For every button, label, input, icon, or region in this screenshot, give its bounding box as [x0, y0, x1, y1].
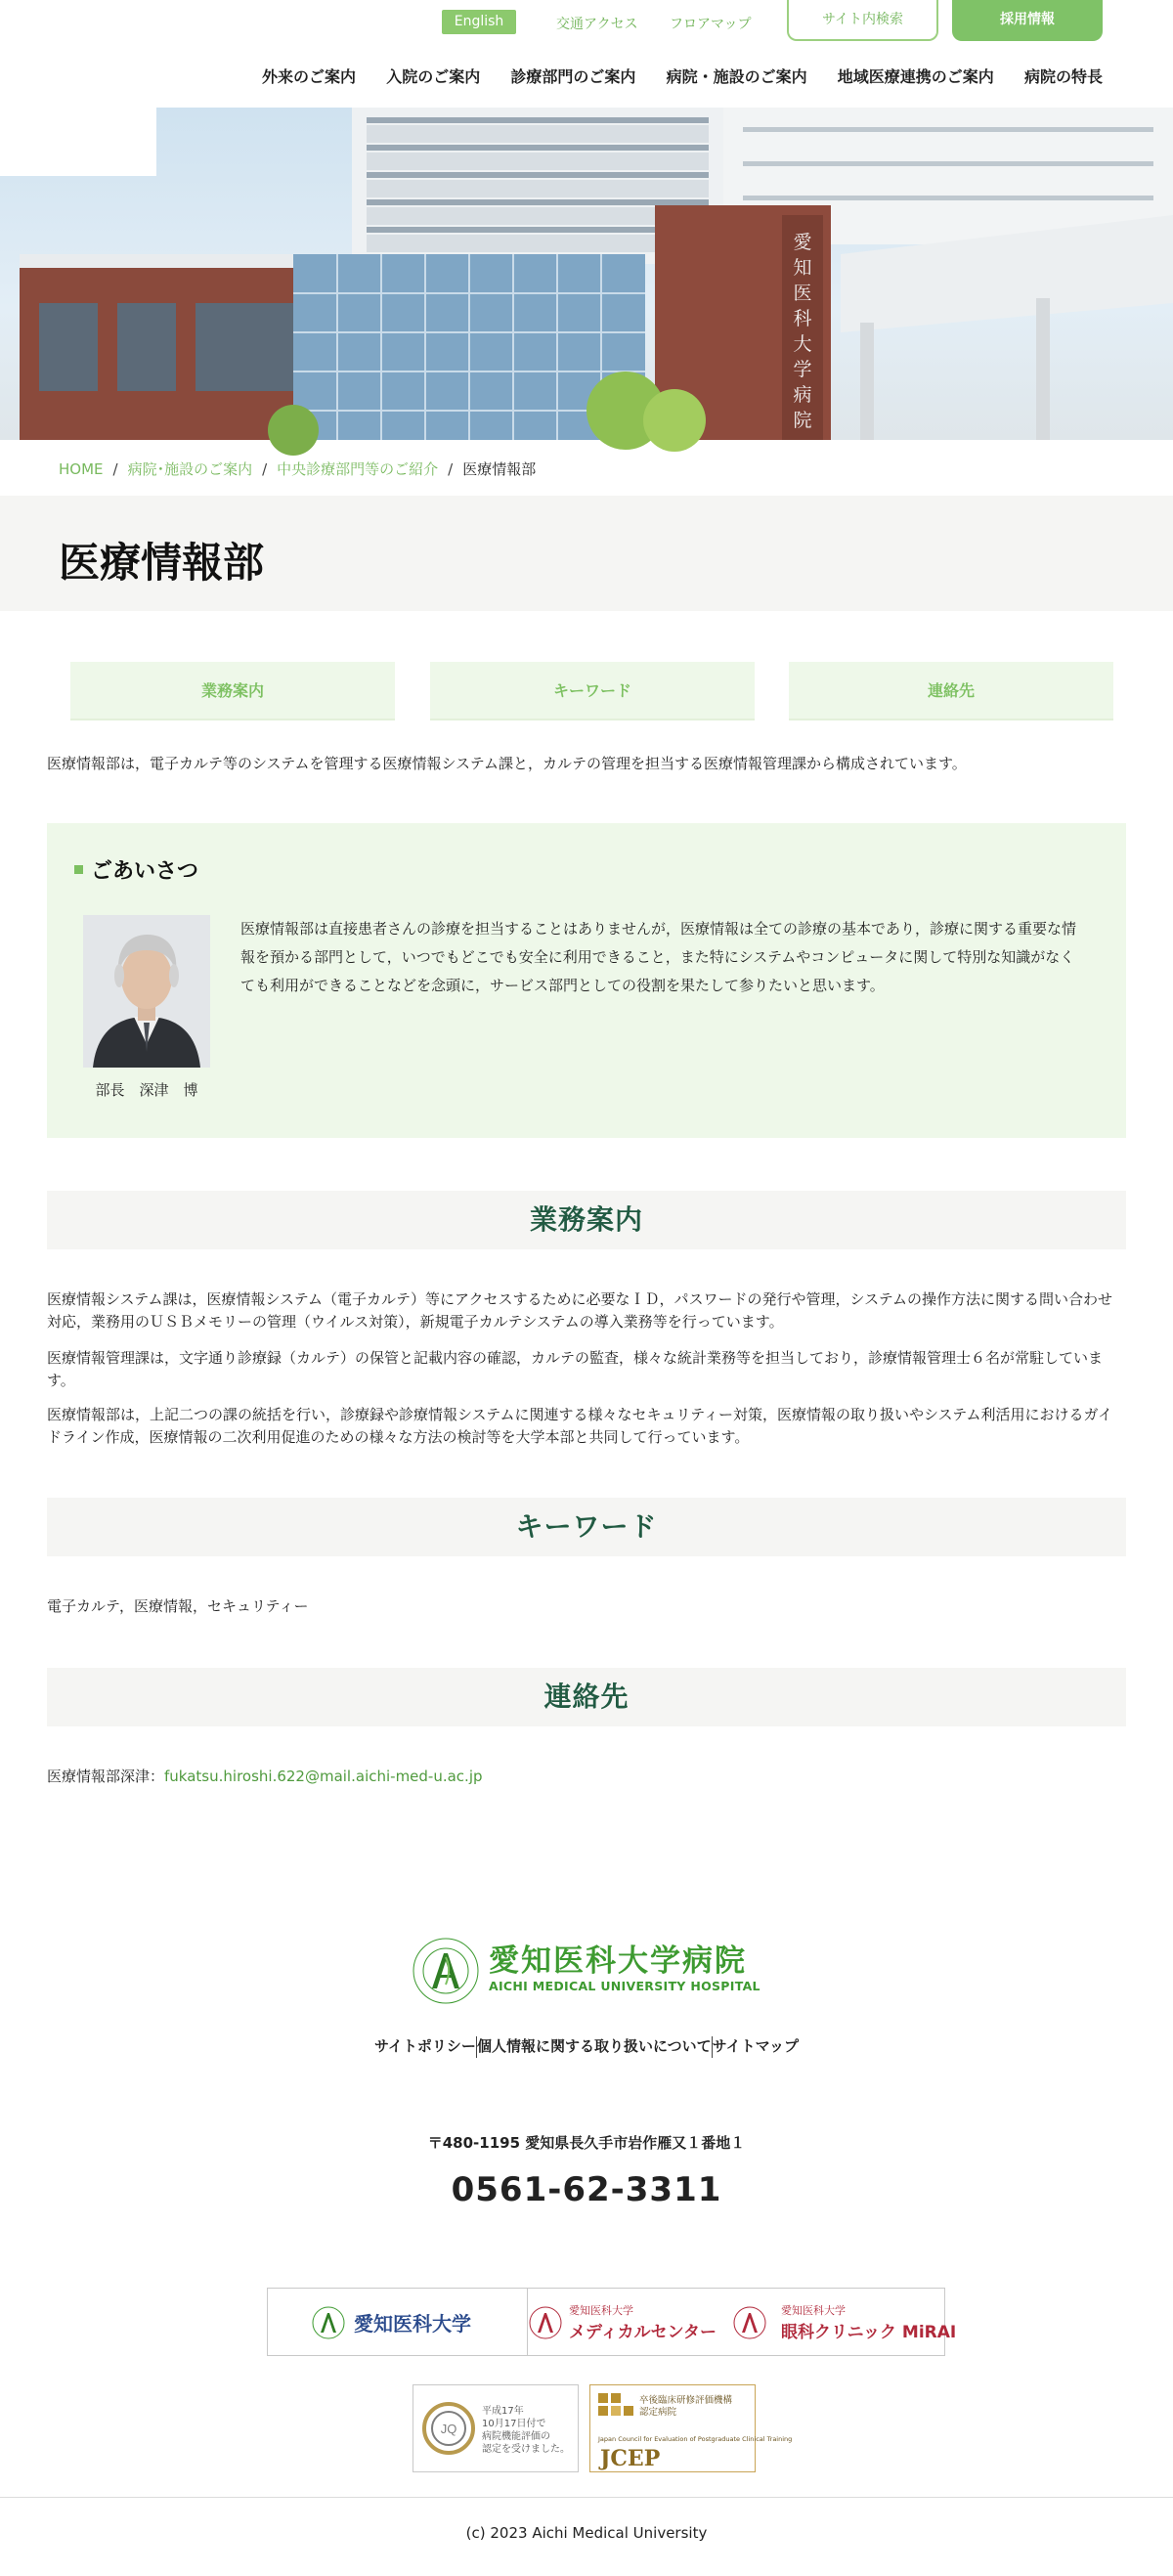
- contact-heading: 連絡先: [47, 1668, 1126, 1726]
- breadcrumb-central-departments[interactable]: 中央診療部門等のご紹介: [277, 460, 439, 478]
- university-emblem-icon: [311, 2305, 346, 2340]
- keyword-heading: キーワード: [47, 1498, 1126, 1556]
- title-band: [0, 496, 1173, 611]
- business-paragraph: 医療情報管理課は，文字通り診療録（カルテ）の保管と記載内容の確認，カルテの監査，様々な統計業務等を担当しており，診療情報管理士６名が常駐しています。: [47, 1349, 1104, 1389]
- nav-item-departments[interactable]: 診療部門のご案内: [510, 67, 636, 86]
- breadcrumb-home[interactable]: HOME: [59, 460, 104, 478]
- privacy-link[interactable]: 個人情報に関する取り扱いについて: [476, 2037, 712, 2055]
- university-emblem-icon: [411, 1936, 481, 2006]
- intro-text: 医療情報部は，電子カルテ等のシステムを管理する医療情報システム課と，カルテの管理を担当する医療情報管理課から構成されています。: [47, 755, 967, 772]
- keyword-text: 電子カルテ，医療情報，セキュリティー: [47, 1597, 309, 1615]
- footer-address: 〒480-1195 愛知県長久手市岩作雁又１番地１: [427, 2134, 746, 2152]
- greeting-text: 医療情報部は直接患者さんの診療を担当することはありませんが，医療情報は全ての診療の基本であり，診療に関する重要な情報を預かる部門として，いつでもどこでも安全に利用できること，また特にシステムやコンピュータに関して特別な知識がなくても利用ができることなどを念頭に，サービス部門としての役割を果たして参りたいと思います。: [240, 920, 1077, 994]
- breadcrumb-current: 医療情報部: [462, 460, 537, 478]
- floormap-link[interactable]: フロアマップ: [670, 17, 752, 32]
- business-paragraph: 医療情報システム課は，医療情報システム（電子カルテ）等にアクセスするために必要なＩＤ，パスワードの発行や管理，システムの操作方法に関する問い合わせ対応，業務用のＵＳＢメモリーの管理（ウイルス対策），新規電子カルテシステムの導入業務等を行っています。: [47, 1290, 1113, 1331]
- greeting-heading: ごあいさつ: [74, 854, 198, 885]
- copyright: (c) 2023 Aichi Medical University: [465, 2524, 708, 2542]
- footer-logo[interactable]: 愛知医科大学病院 AICHI MEDICAL UNIVERSITY HOSPITAL: [411, 1936, 764, 2006]
- nav-item-regional[interactable]: 地域医療連携のご案内: [837, 67, 994, 86]
- building-sign: 愛 知 医 科 大 学 病 院: [793, 232, 812, 431]
- university-emblem-icon: [732, 2305, 767, 2340]
- related-banners: [267, 2288, 957, 2356]
- greeting-box: [47, 823, 1126, 1138]
- breadcrumb-facilities[interactable]: 病院･施設のご案内: [127, 460, 253, 478]
- jcep-badge[interactable]: 卒後臨床研修評価機構 認定病院 Japan Council for Evaluation of Postgraduate Clinical Training JCEP: [589, 2384, 756, 2472]
- breadcrumb: HOME / 病院･施設のご案内 / 中央診療部門等のご紹介 / 医療情報部: [59, 460, 537, 478]
- banner-university[interactable]: 愛知医科大学: [268, 2289, 528, 2355]
- tab-keyword[interactable]: キーワード: [430, 662, 755, 720]
- director-caption: 部長 深津 博: [95, 1081, 198, 1099]
- site-header: [0, 0, 1173, 108]
- square-bullet-icon: [74, 865, 83, 874]
- jcep-squares-icon: [598, 2393, 633, 2428]
- hospital-building-illustration: [0, 108, 1173, 440]
- svg-text:JQ: JQ: [440, 2422, 457, 2436]
- english-button[interactable]: English: [442, 10, 516, 34]
- nav-item-facilities[interactable]: 病院・施設のご案内: [666, 67, 807, 86]
- director-portrait: [83, 915, 210, 1068]
- access-link[interactable]: 交通アクセス: [556, 17, 638, 32]
- banner-eye-clinic[interactable]: 愛知医科大学 眼科クリニック MiRAI: [717, 2289, 944, 2355]
- page-title: 医療情報部: [59, 539, 265, 587]
- contact-text: 医療情報部深津：fukatsu.hiroshi.622@mail.aichi-med-u.ac.jp: [47, 1768, 483, 1785]
- footer-tel[interactable]: 0561-62-3311: [451, 2170, 722, 2209]
- site-policy-link[interactable]: サイトポリシー: [373, 2037, 476, 2055]
- tab-business[interactable]: 業務案内: [70, 662, 395, 720]
- sitemap-link[interactable]: サイトマップ: [712, 2037, 799, 2055]
- contact-email-link[interactable]: fukatsu.hiroshi.622@mail.aichi-med-u.ac.jp: [164, 1768, 483, 1785]
- recruit-button[interactable]: 採用情報: [952, 0, 1103, 41]
- footer-links: [0, 2035, 1173, 2058]
- hospital-accreditation-badge[interactable]: JQ 平成17年 10月17日付で 病院機能評価の 認定を受けました。: [413, 2384, 579, 2472]
- business-heading: 業務案内: [47, 1191, 1126, 1249]
- university-emblem-icon: [528, 2305, 563, 2340]
- business-paragraph: 医療情報部は，上記二つの課の統括を行い，診療録や診療情報システムに関連する様々なセキュリティー対策，医療情報の取り扱いやシステム利活用におけるガイドライン作成，医療情報の二次利用促進のための様々な方法の検討等を大学本部と共同して行っています。: [47, 1406, 1113, 1446]
- footer-divider: [0, 2497, 1173, 2498]
- accreditation-seal-icon: [421, 2401, 476, 2456]
- site-search-button[interactable]: サイト内検索: [787, 0, 938, 41]
- banner-medical-center[interactable]: 愛知医科大学 メディカルセンター: [528, 2289, 717, 2355]
- nav-item-features[interactable]: 病院の特長: [1023, 67, 1103, 86]
- global-nav: [262, 65, 1103, 86]
- hero-image: [0, 108, 1173, 440]
- nav-item-outpatient[interactable]: 外来のご案内: [262, 67, 357, 86]
- tab-contact[interactable]: 連絡先: [789, 662, 1113, 720]
- nav-item-inpatient[interactable]: 入院のご案内: [386, 67, 481, 86]
